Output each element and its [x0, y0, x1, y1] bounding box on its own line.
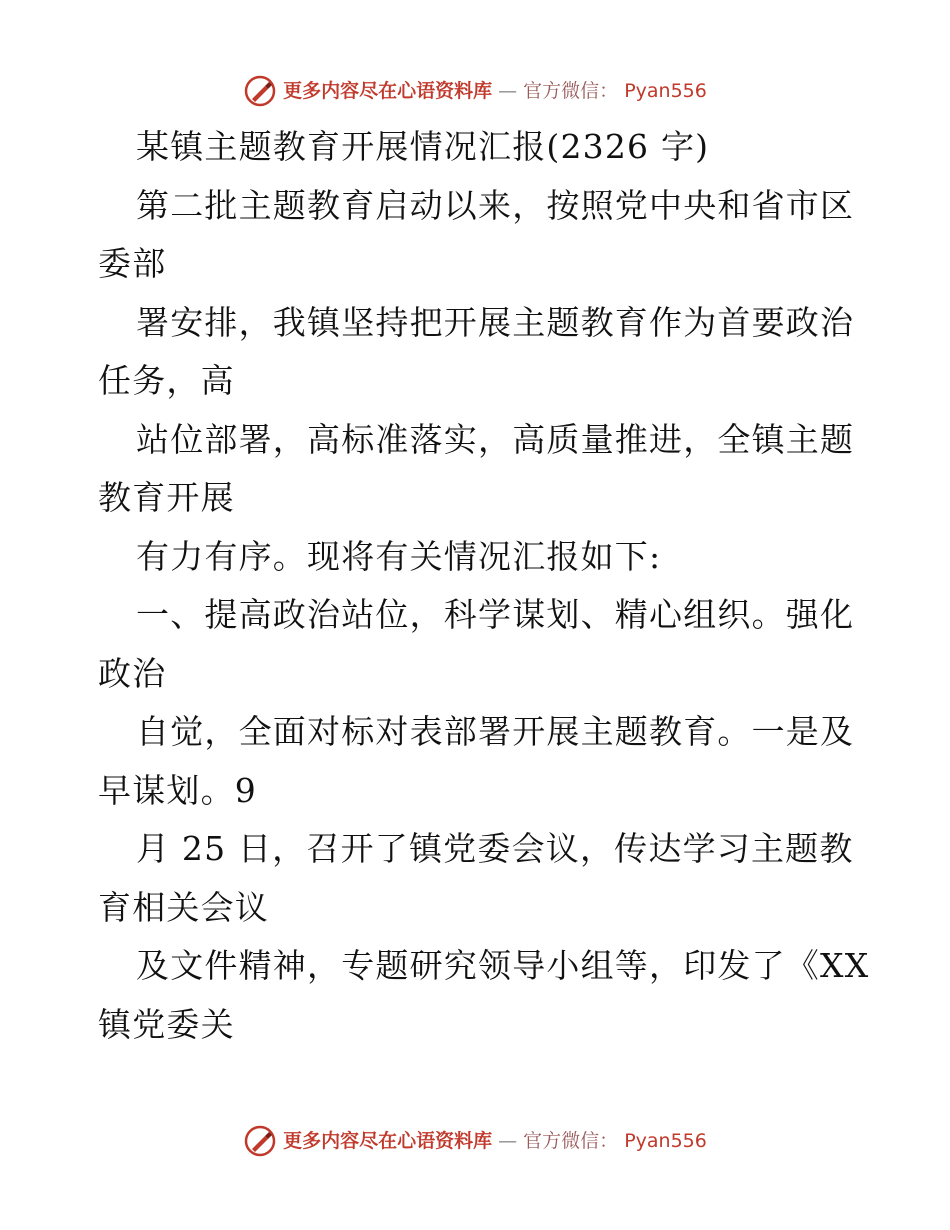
- text-line: 任务，高: [98, 361, 235, 400]
- text-line: 早谋划。9: [98, 770, 257, 810]
- text-line: 月 25 日，召开了镇党委会议，传达学习主题教: [136, 829, 854, 868]
- text-line: 及文件精神，专题研究领导小组等，印发了《XX: [136, 946, 870, 985]
- watermark-account: Pyan556: [624, 79, 707, 102]
- watermark-header: [0, 74, 950, 108]
- text-line: 育相关会议: [98, 887, 269, 927]
- text-line: 教育开展: [98, 478, 235, 517]
- pen-logo-icon: [243, 1124, 277, 1158]
- text-line: 第二批主题教育启动以来，按照党中央和省市区: [136, 185, 855, 225]
- text-line: 有力有序。现将有关情况汇报如下:: [136, 536, 662, 576]
- text-line: 政治: [98, 653, 167, 693]
- watermark-wechat-label: 官方微信：: [523, 1129, 619, 1152]
- pen-logo-icon: [243, 74, 277, 108]
- watermark-footer: [0, 1124, 950, 1158]
- document-body: [98, 118, 870, 1054]
- watermark-account: Pyan556: [624, 1129, 707, 1152]
- text-line: 站位部署，高标准落实，高质量推进，全镇主题: [136, 419, 855, 459]
- text-line: 自觉，全面对标对表部署开展主题教育。一是及: [136, 712, 855, 751]
- watermark-brand: 更多内容尽在心语资料库: [283, 79, 493, 102]
- watermark-separator: —: [498, 79, 518, 102]
- watermark-separator: —: [498, 1129, 518, 1152]
- text-line: 署安排，我镇坚持把开展主题教育作为首要政治: [136, 302, 855, 342]
- watermark-wechat-label: 官方微信：: [523, 79, 619, 102]
- text-line: 镇党委关: [98, 1004, 235, 1044]
- text-line: 某镇主题教育开展情况汇报(2326 字): [136, 127, 710, 166]
- text-line: 委部: [98, 244, 167, 283]
- text-line: 一、提高政治站位，科学谋划、精心组织。强化: [136, 595, 855, 634]
- watermark-brand: 更多内容尽在心语资料库: [283, 1129, 493, 1152]
